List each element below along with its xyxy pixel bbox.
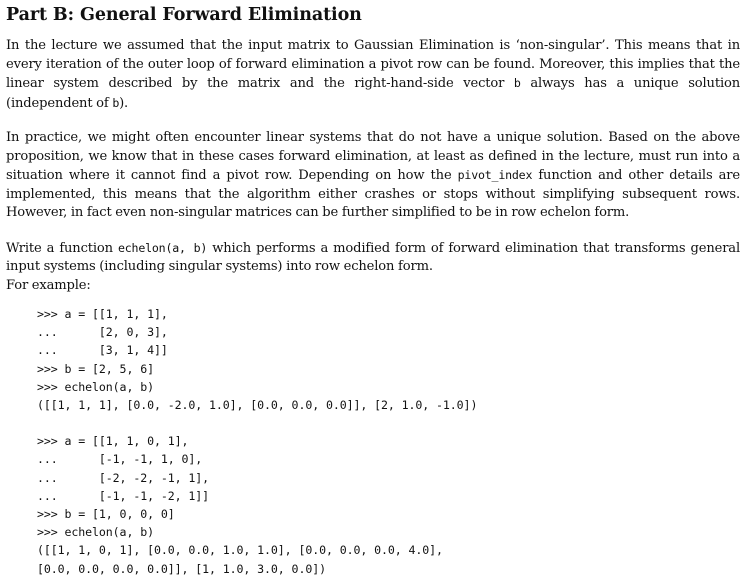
para1-text-2: always has a unique solution (independent of bbox=[6, 76, 740, 111]
code-line: ... [-2, -2, -1, 1], bbox=[37, 470, 210, 485]
para1-code-b-2: b bbox=[112, 95, 120, 110]
code-line: [0.0, 0.0, 0.0, 0.0]], [1, 1.0, 3.0, 0.0]) bbox=[37, 561, 326, 576]
document-page bbox=[6, 4, 740, 578]
code-line: >>> echelon(a, b) bbox=[37, 525, 154, 540]
code-line: >>> echelon(a, b) bbox=[37, 379, 154, 394]
para2-text-2: function and other details are implemented, this means that the algorithm either crashes or stops without simplifying subsequent rows. However, in fact even non-singular matrices can be further simplified to be in row echelon form. bbox=[6, 168, 740, 220]
code-example-2 bbox=[37, 432, 740, 578]
code-line: ... [-1, -1, -2, 1]] bbox=[37, 488, 210, 503]
para2-text-1: In practice, we might often encounter linear systems that do not have a unique solution. Based on the above proposition, we know that in these cases forward elimination, at least as defined in the lecture, must run into a situation where it cannot find a pivot row. Depending on how the bbox=[6, 130, 740, 183]
code-line: ... [2, 0, 3], bbox=[37, 325, 168, 340]
code-line: >>> b = [2, 5, 6] bbox=[37, 361, 154, 376]
code-line: ... [-1, -1, 1, 0], bbox=[37, 452, 203, 467]
code-line: ... [3, 1, 4]] bbox=[37, 343, 168, 358]
para3-text-3: For example: bbox=[6, 277, 91, 293]
para3-text-1: Write a function bbox=[6, 240, 118, 256]
para2-code-pivot-index: pivot_index bbox=[457, 168, 533, 182]
code-line: >>> a = [[1, 1, 1], bbox=[37, 307, 168, 321]
section-heading: Part B: General Forward Elimination bbox=[6, 5, 362, 25]
para1-text-1: In the lecture we assumed that the input matrix to Gaussian Elimination is ‘non-singular’. This means that in every iteration of the outer loop of forward elimination a pivot row can be found. Moreover, this implies that the linear system described by the matrix and the right-hand-side vector bbox=[6, 38, 740, 91]
paragraph-non-singular bbox=[6, 37, 740, 113]
paragraph-in-practice bbox=[6, 129, 740, 223]
code-line: ([[1, 1, 0, 1], [0.0, 0.0, 1.0, 1.0], [0.0, 0.0, 0.0, 4.0], bbox=[37, 543, 443, 558]
code-line: >>> a = [[1, 1, 0, 1], bbox=[37, 434, 189, 449]
code-example-1 bbox=[37, 305, 740, 414]
code-line: ([[1, 1, 1], [0.0, -2.0, 1.0], [0.0, 0.0, 0.0]], [2, 1.0, -1.0]) bbox=[37, 398, 478, 413]
paragraph-task bbox=[6, 239, 740, 296]
para3-text-2: which performs a modified form of forward elimination that transforms general input systems (including singular systems) into row echelon form. bbox=[6, 240, 741, 274]
para3-code-echelon: echelon(a, b) bbox=[117, 240, 208, 255]
code-line: >>> b = [1, 0, 0, 0] bbox=[37, 507, 175, 522]
para1-code-b: b bbox=[513, 76, 521, 90]
para1-text-3: ). bbox=[119, 95, 129, 111]
